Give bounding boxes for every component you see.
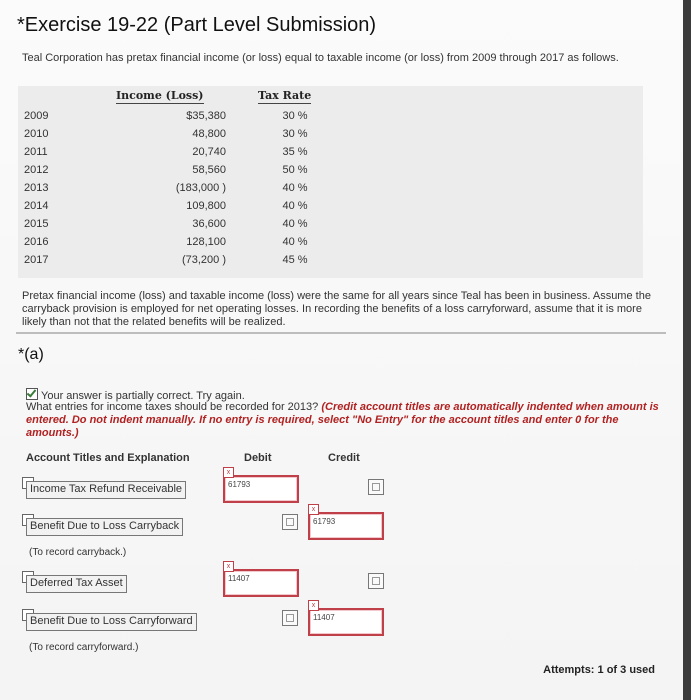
account-select-4[interactable]: Benefit Due to Loss Carryforward bbox=[26, 613, 197, 631]
income-cell: 128,100 bbox=[186, 236, 226, 248]
year-cell: 2011 bbox=[24, 146, 48, 158]
rate-cell: 30 % bbox=[282, 110, 308, 122]
question-instructions: (Credit account titles are automatically indented when amount is entered. Do not indent manually. If no entry is required, select "No Entry" for the account titles and enter 0 for the amounts.) bbox=[26, 401, 659, 439]
tax-rate-header: Tax Rate bbox=[258, 89, 312, 102]
income-cell: (73,200 ) bbox=[181, 254, 226, 266]
table-row bbox=[18, 234, 643, 252]
section-divider bbox=[16, 332, 666, 334]
carryforward-note: (To record carryforward.) bbox=[29, 642, 139, 653]
table-row bbox=[18, 216, 643, 234]
calculator-icon[interactable] bbox=[368, 573, 384, 589]
table-row bbox=[18, 180, 643, 198]
incorrect-icon: x bbox=[308, 504, 319, 515]
rate-cell: 35 % bbox=[282, 146, 308, 158]
status-message bbox=[26, 388, 245, 402]
table-row bbox=[18, 162, 643, 180]
year-cell: 2009 bbox=[24, 110, 49, 122]
rate-cell: 50 % bbox=[282, 164, 308, 176]
credit-input-4[interactable] bbox=[308, 602, 384, 636]
table-row bbox=[18, 198, 643, 216]
question-text bbox=[26, 401, 662, 440]
income-cell: 36,600 bbox=[192, 218, 226, 230]
question-plain: What entries for income taxes should be recorded for 2013? bbox=[26, 401, 319, 413]
year-cell: 2015 bbox=[24, 218, 49, 230]
page-title: *Exercise 19-22 (Part Level Submission) bbox=[17, 14, 377, 36]
income-table bbox=[18, 86, 643, 278]
carryback-note: (To record carryback.) bbox=[29, 547, 127, 558]
incorrect-icon: x bbox=[308, 600, 319, 611]
calculator-icon[interactable] bbox=[282, 514, 298, 530]
table-row bbox=[18, 252, 643, 270]
income-cell: 20,740 bbox=[192, 146, 226, 158]
credit-input-2[interactable] bbox=[308, 506, 384, 540]
income-cell: 109,800 bbox=[186, 200, 226, 212]
year-cell: 2017 bbox=[24, 254, 49, 266]
year-cell: 2013 bbox=[24, 182, 49, 194]
calculator-icon[interactable] bbox=[368, 479, 384, 495]
rate-cell: 30 % bbox=[282, 128, 308, 140]
debit-value-3: 11407 bbox=[228, 574, 250, 583]
rate-cell: 40 % bbox=[282, 182, 308, 194]
debit-header: Debit bbox=[244, 452, 272, 464]
income-cell: $35,380 bbox=[186, 110, 226, 122]
credit-value-2: 61793 bbox=[313, 517, 336, 526]
table-row bbox=[18, 144, 643, 162]
account-titles-header: Account Titles and Explanation bbox=[26, 452, 190, 464]
rate-cell: 40 % bbox=[282, 236, 308, 248]
assumption-paragraph: Pretax financial income (loss) and taxable income (loss) were the same for all years since Teal has been in business. Assume the carryback provision is employed for net operating losses. In recording the benefits of a loss carryforward, assume that it is more likely than not that the related benefits will be realized. bbox=[22, 290, 651, 328]
partial-correct-icon bbox=[26, 388, 38, 400]
income-cell: 58,560 bbox=[192, 164, 226, 176]
incorrect-icon: x bbox=[223, 467, 234, 478]
scrollbar[interactable] bbox=[683, 0, 691, 700]
credit-header: Credit bbox=[328, 452, 360, 464]
debit-input-1[interactable] bbox=[223, 469, 299, 503]
calculator-icon[interactable] bbox=[282, 610, 298, 626]
rate-cell: 40 % bbox=[282, 200, 308, 212]
table-row bbox=[18, 108, 643, 126]
year-cell: 2010 bbox=[24, 128, 49, 140]
status-text: Your answer is partially correct. Try again. bbox=[41, 390, 245, 402]
account-select-1[interactable]: Income Tax Refund Receivable bbox=[26, 481, 186, 499]
income-header: Income (Loss) bbox=[116, 89, 204, 102]
part-label: *(a) bbox=[18, 346, 44, 363]
incorrect-icon: x bbox=[223, 561, 234, 572]
account-select-2[interactable]: Benefit Due to Loss Carryback bbox=[26, 518, 183, 536]
attempts-counter: Attempts: 1 of 3 used bbox=[543, 664, 655, 676]
income-cell: 48,800 bbox=[192, 128, 226, 140]
year-cell: 2016 bbox=[24, 236, 49, 248]
income-cell: (183,000 ) bbox=[175, 182, 226, 194]
intro-text: Teal Corporation has pretax financial income (or loss) equal to taxable income (or loss) from 2009 through 2017 as follows. bbox=[22, 52, 619, 64]
rate-cell: 45 % bbox=[282, 254, 308, 266]
year-cell: 2014 bbox=[24, 200, 49, 212]
account-select-3[interactable]: Deferred Tax Asset bbox=[26, 575, 127, 593]
table-row bbox=[18, 126, 643, 144]
year-cell: 2012 bbox=[24, 164, 49, 176]
credit-value-4: 11407 bbox=[313, 613, 335, 622]
rate-cell: 40 % bbox=[282, 218, 308, 230]
debit-value-1: 61793 bbox=[228, 480, 251, 489]
debit-input-3[interactable] bbox=[223, 563, 299, 597]
